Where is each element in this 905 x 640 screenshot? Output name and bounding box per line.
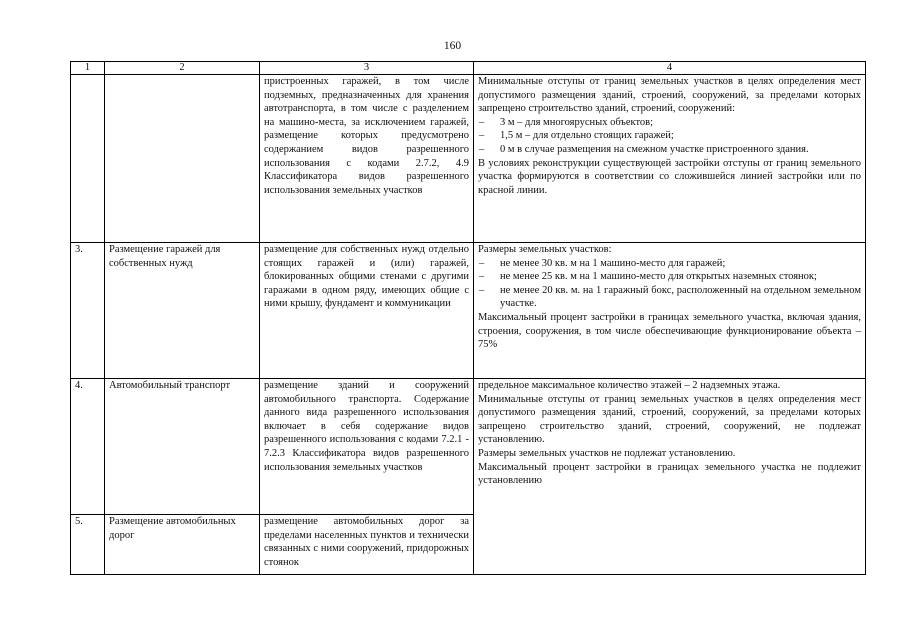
- setback-list: [478, 116, 861, 157]
- max-floors: предельное максимальное количество этажей – 2 надземных этажа.: [478, 380, 781, 391]
- plot-size-list: [478, 257, 861, 311]
- row-description: размещение для собственных нужд отдельно стоящих гаражей и (или) гаражей, блокированных общими стенами с другими гаражами в одном ряду, имеющих общие с ними крышу, фундамент и коммуникации: [260, 243, 474, 379]
- row-parameters: [474, 243, 866, 379]
- header-col-2: 2: [105, 62, 260, 75]
- table-row-4: [71, 379, 866, 515]
- header-col-1: 1: [71, 62, 105, 75]
- setback-intro: Минимальные отступы от границ земельных участков в целях определения мест допустимого размещения зданий, строений, сооружений, за пределами которых запрещено строительство зданий, строений, сооружений:: [478, 76, 861, 115]
- row-number: 4.: [71, 379, 105, 515]
- list-item: – 3 м – для многоярусных объектов;: [478, 116, 861, 130]
- header-col-3: 3: [260, 62, 474, 75]
- row-name: Размещение автомобильных дорог: [105, 515, 260, 575]
- table-row-3: [71, 243, 866, 379]
- regulations-table: [70, 61, 866, 575]
- header-col-4: 4: [474, 62, 866, 75]
- cell-desc-continuation: пристроенных гаражей, в том числе подземных, предназначенных для хранения автотранспорта, в том числе с разделением на машино-места, за исключением гаражей, размещение которых предусмотрено содержанием видов разрешенного использования с кодами 2.7.2, 4.9 Классификатора видов разрешенного использования земельных участков: [260, 75, 474, 243]
- list-item: – не менее 25 кв. м на 1 машино-место для открытых наземных стоянок;: [478, 270, 861, 284]
- row-description: размещение автомобильных дорог за пределами населенных пунктов и технически связанных с ними сооружений, придорожных стоянок: [260, 515, 474, 575]
- coverage-not-set: Максимальный процент застройки в границах земельного участка не подлежит установлению: [478, 461, 861, 487]
- row-number: 3.: [71, 243, 105, 379]
- list-item: – не менее 20 кв. м. на 1 гаражный бокс, расположенный на отдельном земельном участке.: [478, 284, 861, 311]
- row-number: 5.: [71, 515, 105, 575]
- cell-num-empty: [71, 75, 105, 243]
- coverage-percent: Максимальный процент застройки в границах земельного участка, включая здания, строения, сооружения, в том числе обеспечивающие функционирование объекта – 75%: [478, 311, 861, 351]
- list-item: – не менее 30 кв. м на 1 машино-место для гаражей;: [478, 257, 861, 271]
- header-row: [71, 62, 866, 75]
- row-name: Автомобильный транспорт: [105, 379, 260, 515]
- cell-params-continuation: [474, 75, 866, 243]
- page-number: 160: [443, 40, 462, 52]
- setback-not-set: Минимальные отступы от границ земельных участков в целях определения мест допустимого размещения зданий, строений, сооружений, за пределами которых запрещено строительство зданий, строений, сооружений, не подлежат установлению.: [478, 393, 861, 446]
- plot-size-not-set: Размеры земельных участков не подлежат установлению.: [478, 447, 736, 459]
- list-item: – 1,5 м – для отдельно стоящих гаражей;: [478, 129, 861, 143]
- table-row-continuation: [71, 75, 866, 243]
- row-parameters-merged: [474, 379, 866, 575]
- row-name: Размещение гаражей для собственных нужд: [105, 243, 260, 379]
- row-description: размещение зданий и сооружений автомобильного транспорта. Содержание данного вида разрешенного использования включает в себя содержание видов разрешенного использования с кодами 7.2.1 - 7.2.3 Классификатора видов разрешенного использования земельных участков: [260, 379, 474, 515]
- cell-name-empty: [105, 75, 260, 243]
- list-item: – 0 м в случае размещения на смежном участке пристроенного здания.: [478, 143, 861, 157]
- reconstruction-note: В условиях реконструкции существующей застройки отступы от границ земельного участка формируются в соответствии со сложившейся линией застройки или по красной линии.: [478, 157, 861, 196]
- plot-size-intro: Размеры земельных участков:: [478, 244, 612, 255]
